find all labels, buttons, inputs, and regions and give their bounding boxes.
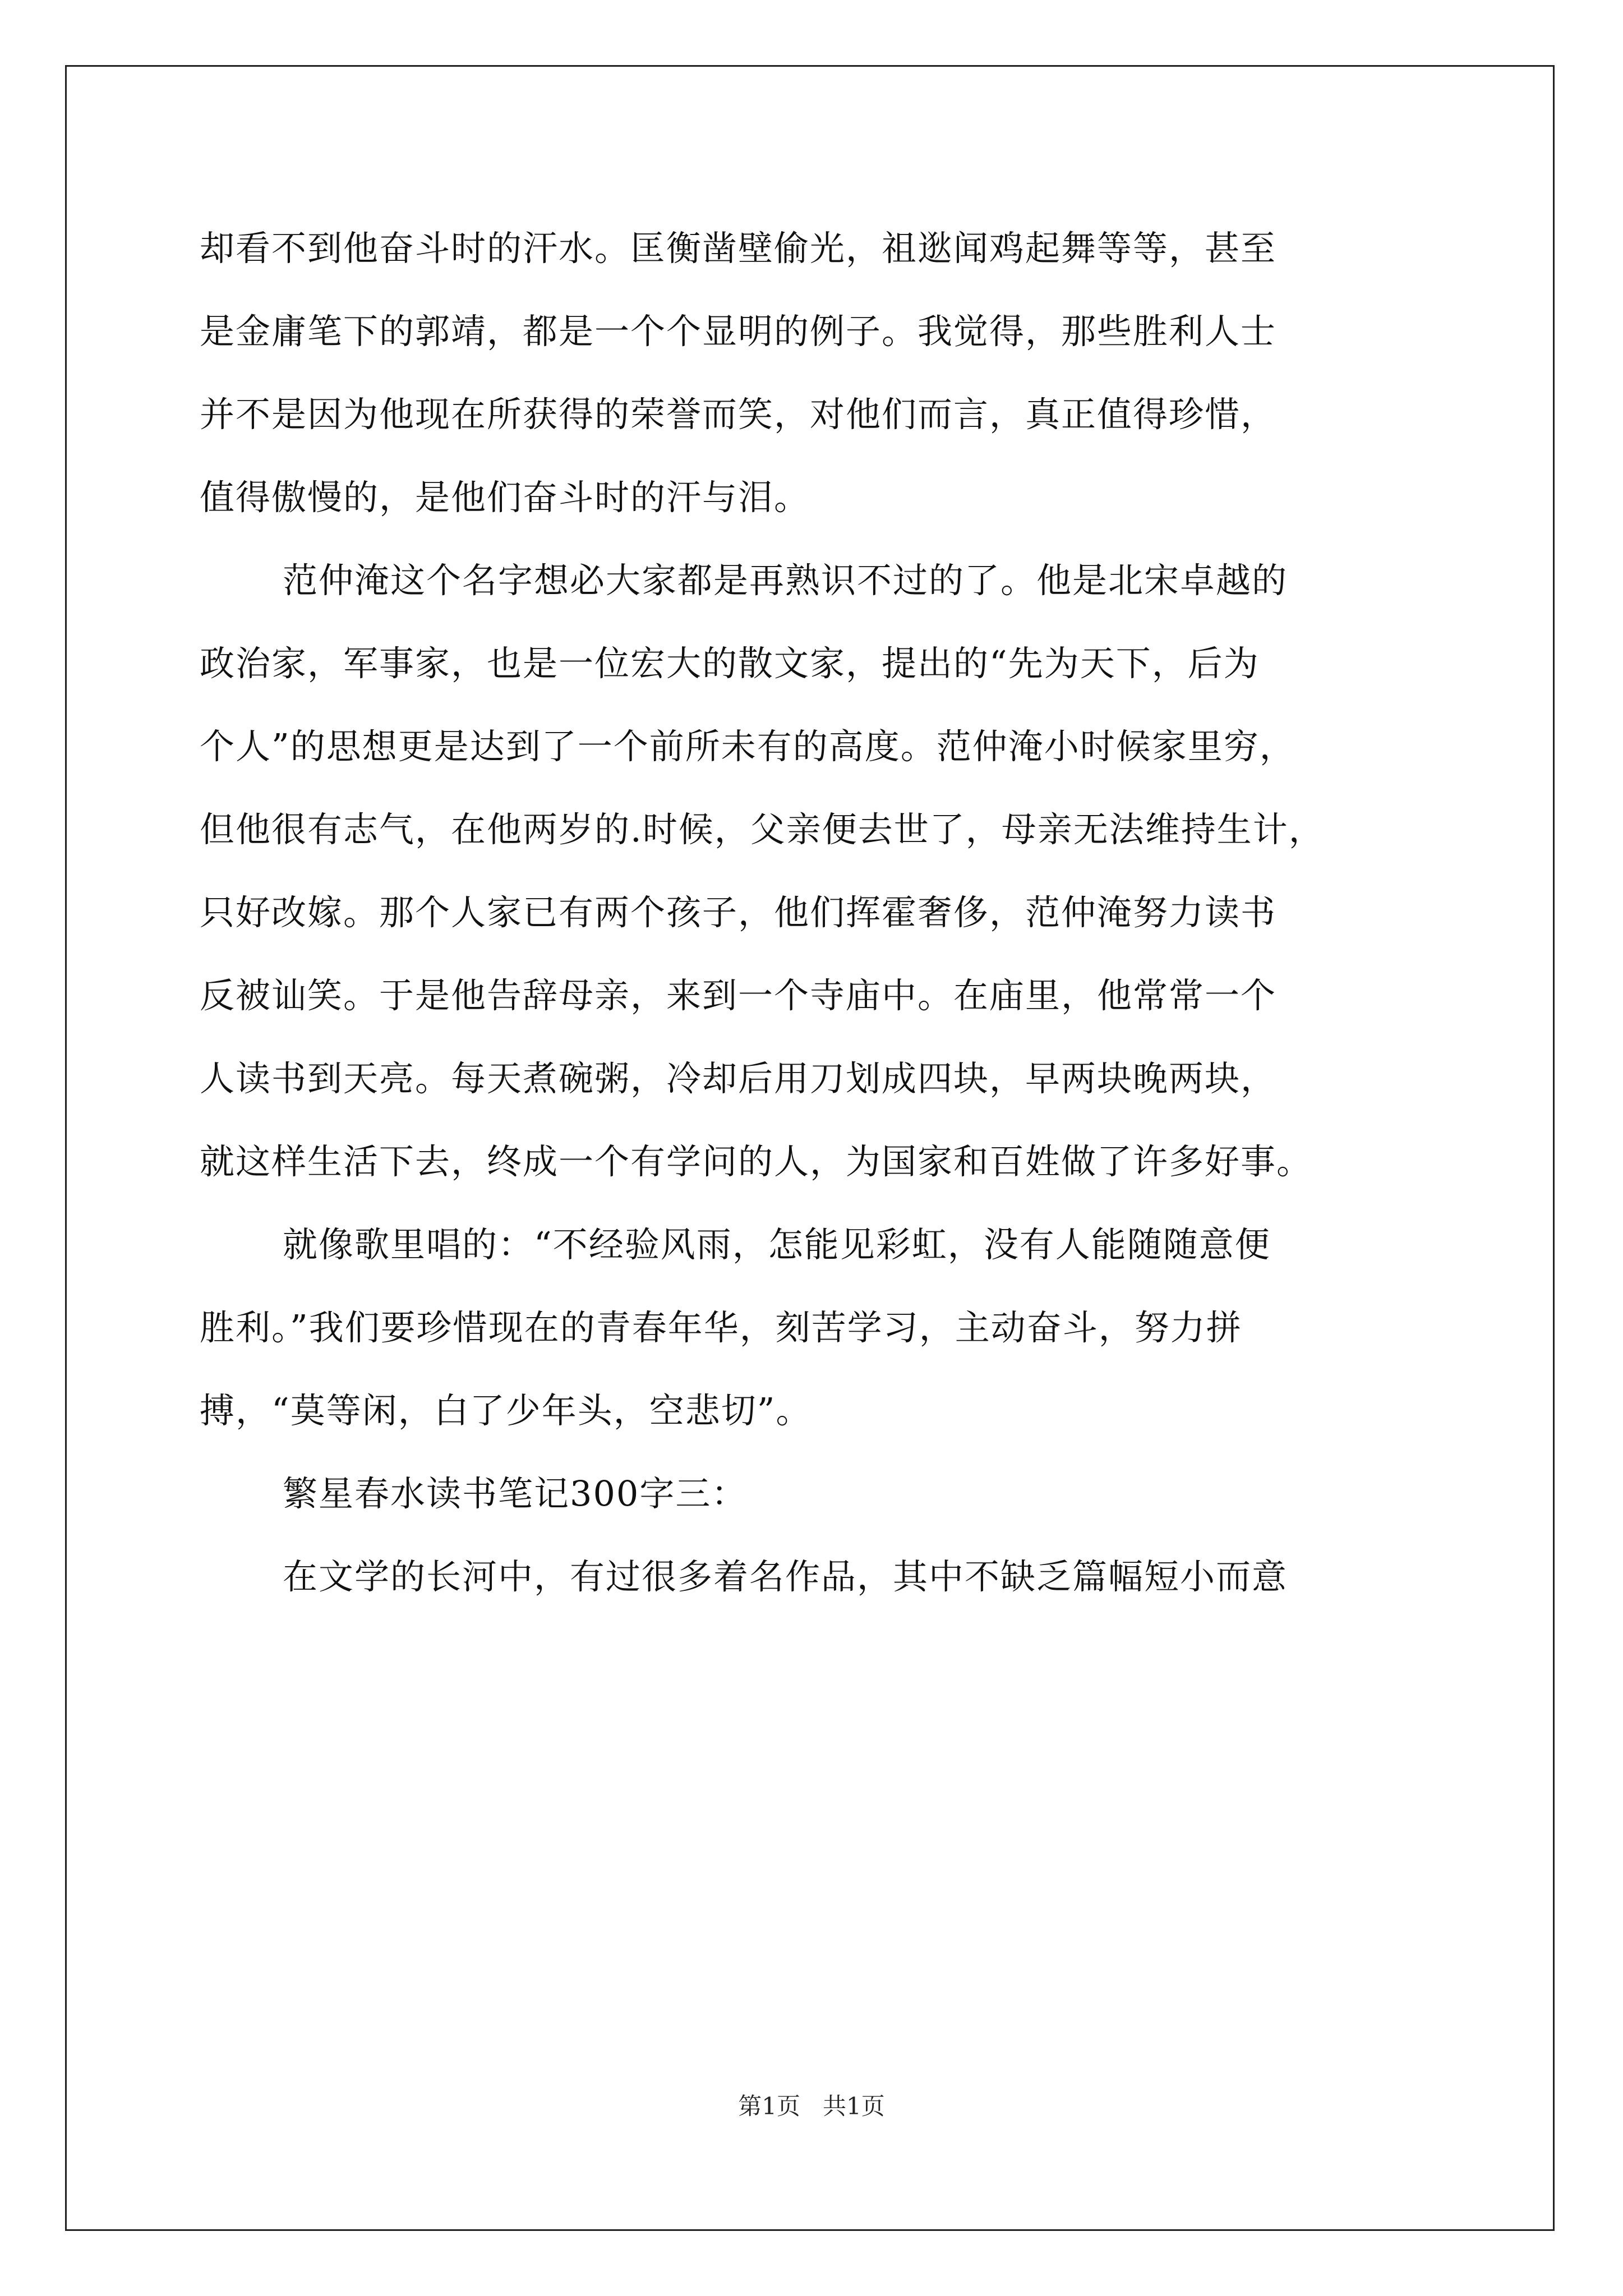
text-line: 但他很有志气，在他两岁的.时候，父亲便去世了，母亲无法维持生计， [200, 809, 1325, 850]
text-line: 人读书到天亮。每天煮碗粥，冷却后用刀划成四块，早两块晚两块， [200, 1058, 1277, 1099]
text-line: 政治家，军事家，也是一位宏大的散文家，提出的“先为天下，后为 [200, 643, 1260, 684]
text-line: 搏，“莫等闲，白了少年头，空悲切”。 [200, 1390, 812, 1431]
text-line: 反被讪笑。于是他告辞母亲，来到一个寺庙中。在庙里，他常常一个 [200, 975, 1277, 1016]
text-line: 个人”的思想更是达到了一个前所未有的高度。范仲淹小时候家里穷， [200, 726, 1295, 767]
text-line: 只好改嫁。那个人家已有两个孩子，他们挥霍奢侈，范仲淹努力读书 [200, 892, 1277, 933]
paragraph-first-line: 范仲淹这个名字想必大家都是再熟识不过的了。他是北宋卓越的 [283, 560, 1288, 601]
text-line: 是金庸笔下的郭靖，都是一个个显明的例子。我觉得，那些胜利人士 [200, 311, 1277, 352]
page-footer: 第1页 共1页 [738, 2092, 885, 2120]
text-line: 值得傲慢的，是他们奋斗时的汗与泪。 [200, 477, 810, 518]
text-line: 就这样生活下去，终成一个有学问的人，为国家和百姓做了许多好事。 [200, 1141, 1313, 1182]
section-heading: 繁星春水读书笔记300字三： [283, 1473, 748, 1514]
text-line: 却看不到他奋斗时的汗水。匡衡凿壁偷光，祖逖闻鸡起舞等等，甚至 [200, 228, 1277, 269]
text-line: 并不是因为他现在所获得的荣誉而笑，对他们而言，真正值得珍惜， [200, 394, 1277, 435]
paragraph-first-line: 就像歌里唱的：“不经验风雨，怎能见彩虹，没有人能随随意便 [283, 1224, 1271, 1265]
text-line: 胜利。”我们要珍惜现在的青春年华，刻苦学习，主动奋斗，努力拼 [200, 1307, 1242, 1348]
paragraph-first-line: 在文学的长河中，有过很多着名作品，其中不缺乏篇幅短小而意 [283, 1556, 1288, 1597]
